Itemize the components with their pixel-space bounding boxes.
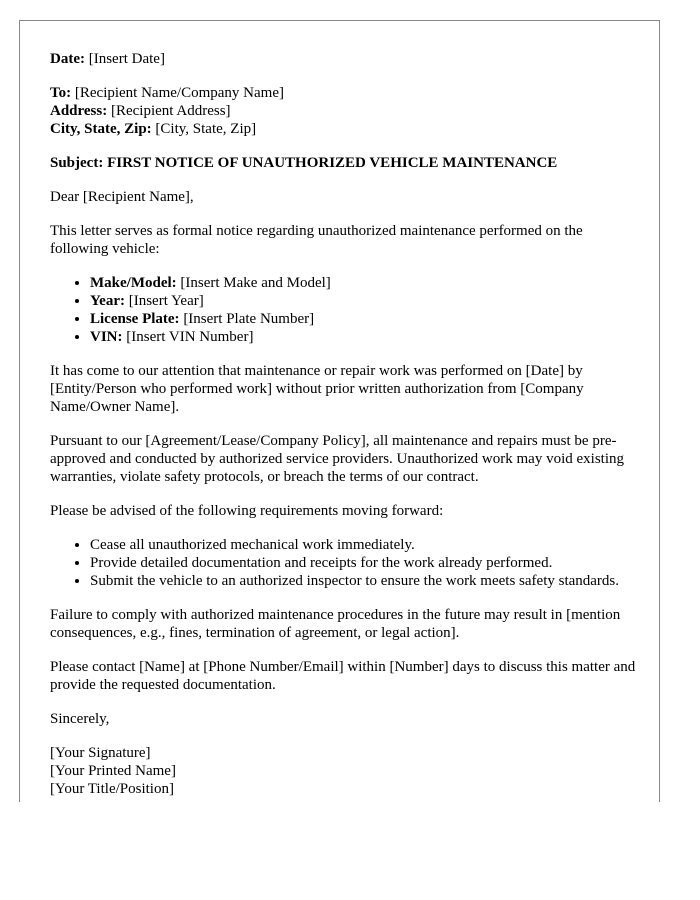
requirement-item: • Submit the vehicle to an authorized inspector to ensure the work meets safety standards. — [90, 572, 640, 590]
title-line: [Your Title/Position] — [50, 781, 174, 797]
vehicle-item-vin — [90, 328, 640, 346]
vehicle-item-make-model — [90, 274, 640, 292]
attention-paragraph: It has come to our attention that maintenance or repair work was performed on [Date] by [Entity/Person who performed work] without prior written authorization from [Company Name/Owner Name]. — [50, 363, 584, 415]
city-value: [City, State, Zip] — [155, 121, 257, 137]
signature-block — [50, 744, 640, 798]
vehicle-item-label: Year: — [90, 293, 125, 309]
requirements-intro: Please be advised of the following requirements moving forward: — [50, 503, 444, 519]
letter-body — [50, 50, 640, 802]
closing: Sincerely, — [50, 711, 110, 727]
intro-paragraph: This letter serves as formal notice regarding unauthorized maintenance performed on the following vehicle: — [50, 223, 583, 257]
date-label: Date: — [50, 51, 85, 67]
vehicle-item-license-plate — [90, 310, 640, 328]
requirements-list — [50, 536, 640, 590]
to-label: To: — [50, 85, 72, 101]
vehicle-item-value: [Insert Make and Model] — [180, 275, 331, 291]
subject-label: Subject: — [50, 155, 104, 171]
vehicle-item-value: [Insert Plate Number] — [183, 311, 315, 327]
requirement-item: • Cease all unauthorized mechanical work immediately. — [90, 536, 640, 554]
vehicle-item-year — [90, 292, 640, 310]
subject-text: FIRST NOTICE OF UNAUTHORIZED VEHICLE MAINTENANCE — [107, 155, 558, 171]
vehicle-item-label: VIN: — [90, 329, 123, 345]
pursuant-paragraph: Pursuant to our [Agreement/Lease/Company Policy], all maintenance and repairs must be pre-approved and conducted by authorized service providers. Unauthorized work may void existing warranties, violate safety protocols, or breach the terms of our contract. — [50, 433, 624, 485]
date-value: [Insert Date] — [88, 51, 165, 67]
address-line — [50, 102, 640, 120]
vehicle-item-label: Make/Model: — [90, 275, 177, 291]
city-line — [50, 120, 640, 138]
vehicle-item-value: [Insert Year] — [128, 293, 204, 309]
recipient-block — [50, 84, 640, 138]
to-line — [50, 84, 640, 102]
to-value: [Recipient Name/Company Name] — [74, 85, 284, 101]
failure-paragraph: Failure to comply with authorized maintenance procedures in the future may result in [mention consequences, e.g., fines, termination of agreement, or legal action]. — [50, 607, 621, 641]
address-label: Address: — [50, 103, 108, 119]
address-value: [Recipient Address] — [110, 103, 231, 119]
letter-document — [19, 20, 660, 802]
requirement-item: • Provide detailed documentation and receipts for the work already performed. — [90, 554, 640, 572]
subject-line — [50, 154, 640, 172]
contact-paragraph: Please contact [Name] at [Phone Number/Email] within [Number] days to discuss this matter and provide the requested documentation. — [50, 659, 636, 693]
printed-name-line: [Your Printed Name] — [50, 763, 176, 779]
vehicle-details-list — [50, 274, 640, 346]
vehicle-item-label: License Plate: — [90, 311, 180, 327]
signature-line: [Your Signature] — [50, 745, 151, 761]
date-line — [50, 50, 640, 68]
city-label: City, State, Zip: — [50, 121, 152, 137]
vehicle-item-value: [Insert VIN Number] — [126, 329, 254, 345]
salutation: Dear [Recipient Name], — [50, 189, 194, 205]
